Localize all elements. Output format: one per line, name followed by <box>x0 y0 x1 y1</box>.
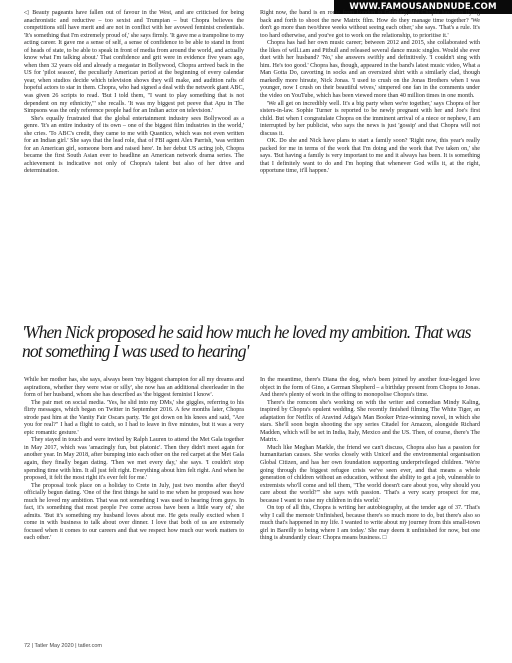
paragraph: On top of all this, Chopra is writing her autobiography, at the tender age of 37. 'That's why I call the memoir Unfinished, because there's so much more to do, but there's also so much that's happened in my life. I wanted to write about my journey from this small-town girl in Bareilly to being where I am today.' She may deem it unfinished for now, but one thing is abundantly clear: Chopra means business. □ <box>260 505 480 542</box>
page-footer: 72 | Tatler May 2020 | tatler.com <box>24 643 102 649</box>
paragraph: Right now, the band is en route from London to Germany, and Chopra has been flying back and forth to shoot the new Matrix film. How do they manage time together? 'We don't go more than two/three weeks without seeing each other,' she says. 'That's a rule. It's too hard otherwise, and you've got to work on the relationship, to prioritise it.' <box>260 10 480 39</box>
paragraph: There's the romcom she's working on with the writer and comedian Mindy Kaling, inspired by Chopra's opulent wedding. She recently finished filming The White Tiger, an adaptation for Netflix of Aravind Adiga's Man Booker Prize-winning novel, in which she stars. She'll soon begin shooting the spy series Citadel for Amazon, alongside Richard Madden, which will be set in India, Italy, Mexico and the US. Then, of course, there's The Matrix. <box>260 399 480 444</box>
article-column-1 <box>24 10 244 176</box>
watermark: WWW.FAMOUSANDNUDE.COM <box>334 0 512 14</box>
paragraph: She's equally frustrated that the global entertainment industry sees Bollywood as a genre. 'It's an entire industry of its own – one of the biggest film industries in the world,' she cries. 'To ABC's credit, they came to me with Quantico, which was not even written for an Indian girl.' She says that the lead role, that of FBI agent Alex Parrish, 'was written for an American girl, someone born and raised here'. In her debut US acting job, Chopra became the first South Asian ever to headline an American network drama series. The achievement is indicative not only of Chopra's talent but also of her drive and determination. <box>24 115 244 175</box>
pull-quote: 'When Nick proposed he said how much he loved my ambition. That was not something I was used to hearing' <box>22 322 471 361</box>
paragraph: OK. Do she and Nick have plans to start a family soon? 'Right now, this year's really packed for me in terms of the work that I'm doing and the work that I've taken on,' she says. 'But having a family is very important to me and it always has been. It is something that I definitely want to do and I'm hoping that whenever God wills it, at the right, opportune time, it'll happen.' <box>260 138 480 175</box>
article-column-2 <box>260 10 480 176</box>
article-column-4 <box>260 377 480 543</box>
paragraph: Chopra has had her own music career; between 2012 and 2015, she collaborated with the likes of will.i.am and Pitbull and released several dance music singles. Would she ever duet with her husband? 'No,' she answers swiftly and definitively. 'I couldn't sing with him. He's too good.' Chopra has, though, appeared in the band's latest music video, What a Man Gotta Do, cavorting in socks and an oversized shirt with a similarly clad, though markedly more hirsute, Nick Jonas. 'I used to crush on the Jonas Brothers when I was younger, now I crush on their beautiful wives,' simpered one fan in the comments under the video on YouTube, which has been viewed more than 40 million times in one month. <box>260 40 480 100</box>
paragraph: While her mother has, she says, always been 'my biggest champion for all my dreams and aspirations, whether they were wise or silly', she now has an additional cheerleader in the form of her husband, whom she has described as 'the biggest feminist I know'. <box>24 377 244 399</box>
paragraph: Much like Meghan Markle, the friend we can't discuss, Chopra also has a passion for humanitarian causes. She works closely with Unicef and the environmental organisation Global Citizen, and has her own foundation supporting underprivileged children. 'We're going through the biggest refugee crisis we've seen ever, and that means a whole generation of children without an education, without the ability to get a job, vulnerable to extremists who'll come and tell them, "The world doesn't care about you, why should you care about the world?"' she says with passion. 'That's a very scary prospect for me, because I want to raise my children in this world.' <box>260 444 480 504</box>
paragraph: They stayed in touch and were invited by Ralph Lauren to attend the Met Gala together in May 2017, which was 'amazingly fun, but platonic'. Then they didn't meet again for another year. In May 2018, after bumping into each other on the red carpet at the Met Gala again, they finally began dating. 'Then we met every day,' she says. 'I couldn't stop spending time with him. It all just felt right. Everything about him felt right. And when he proposed, it felt the most right it's ever felt for me.' <box>24 437 244 482</box>
paragraph: The pair met on social media. 'Yes, he slid into my DMs,' she giggles, referring to his flirty messages, which began on Twitter in September 2016. A few months later, Chopra strode past him at the Vanity Fair Oscars party. 'He got down on his knees and said, "Are you for real?" I had a flight to catch, so I had to leave in five minutes, but it was a very epic romantic gesture.' <box>24 399 244 436</box>
paragraph: The proposal took place on a holiday to Crete in July, just two months after they'd officially begun dating. 'One of the first things he said to me when he proposed was how much he loved my ambition. That was not something I was used to hearing from guys. In fact, it's something that most people I've come across have been a little wary of,' she admits. 'But it's something my husband loves about me. He gets really excited when I come in with business to talk about over dinner. I love that both of us are extremely focused when it comes to our careers and that we respect how much our work matters to each other.' <box>24 482 244 542</box>
article-column-3 <box>24 377 244 543</box>
paragraph: 'We all get on incredibly well. It's a big party when we're together,' says Chopra of her sisters-in-law. Sophie Turner is reported to be newly pregnant with her and Joe's first child. But when I congratulate Chopra on the imminent arrival of a niece or nephew, I am interrupted by her publicist, who says the news is just 'gossip' and that Chopra will not discuss it. <box>260 100 480 137</box>
paragraph: In the meantime, there's Diana the dog, who's been joined by another four-legged love object in the form of Gino, a German Shepherd – a birthday present from Chopra to Jonas. And there's plenty of work in the offing to monopolise Chopra's time. <box>260 377 480 399</box>
paragraph: ◁ Beauty pageants have fallen out of favour in the West, and are criticised for being anachronistic and reductive – too sexist and Trumpian – but Chopra believes the competitions still have merit and are not in conflict with her avowed feminist credentials. 'It's something that I'm extremely proud of,' she says firmly. 'It gave me a trampoline to my acting career. It gave me a sense of self, a sense of confidence to be able to stand in front of heads of state, to be able to speak in front of media from around the world, and actually know what I'm talking about.' That confidence and grit were in evidence five years ago, when then 32 years old and already a megastar in Bollywood, Chopra arrived back in the US for 'pilot season', the peculiarly American period at the beginning of every calendar year, when studios decide which television shows they will make, and audition rafts of hopeful actors to star in them. Chopra, who had signed a deal with the network giant ABC, was given 26 scripts to read. 'But I told them, "I want to play something that is not dependent on my ethnicity,"' she recalls. 'It was my biggest pet peeve that Apu in The Simpsons was the only reference people had for an Indian actor on television.' <box>24 10 245 115</box>
